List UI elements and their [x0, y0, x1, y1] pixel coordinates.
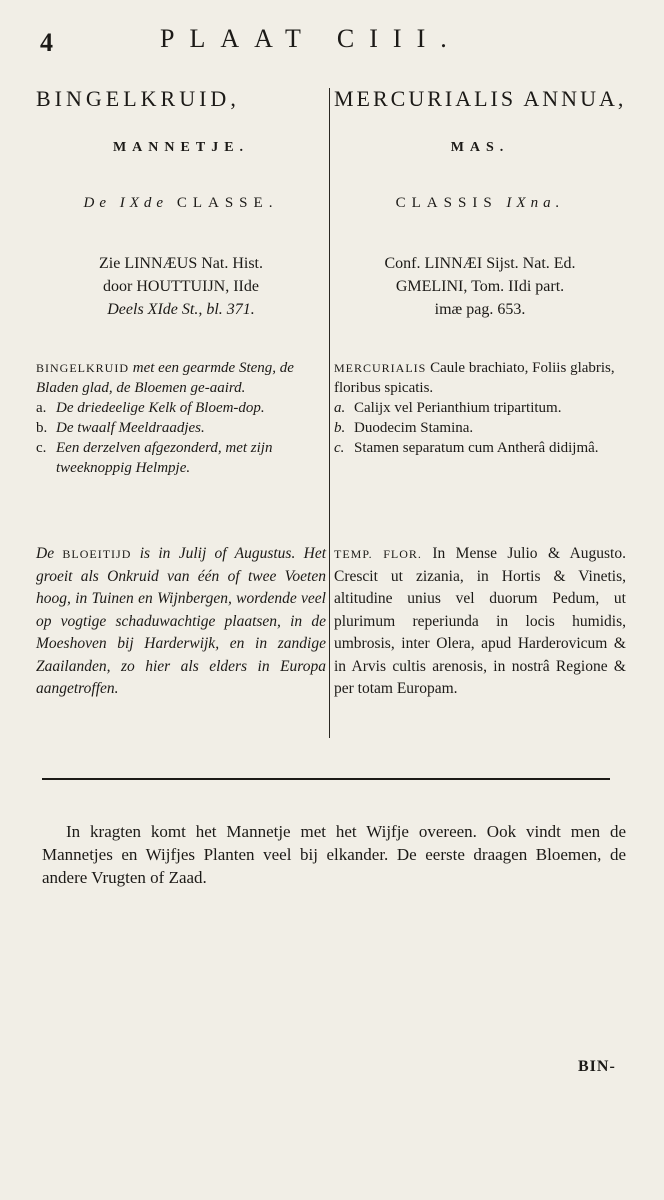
left-description-text: met een gearmde Steng, de Bladen glad, de Bloemen ge-aaird.	[36, 360, 294, 396]
left-reference-line: Deels XIde St., bl. 371.	[107, 301, 255, 318]
right-subheading: MAS.	[450, 140, 510, 155]
right-description	[334, 358, 626, 458]
right-description-text: Caule brachiato, Foliis glabris, floribus spicatis.	[334, 360, 615, 396]
page-number: 4	[40, 28, 53, 57]
item-text: Calijx vel Perianthium tripartitum.	[354, 400, 562, 416]
left-class-prefix: De IXde	[83, 195, 169, 211]
left-description-caps: BINGELKRUID	[36, 361, 129, 375]
left-heading: BINGELKRUID,	[36, 86, 240, 111]
plate-title: PLAAT CIII.	[160, 24, 462, 53]
item-key: a.	[36, 400, 47, 416]
left-reference-line: door HOUTTUIJN, IIde	[103, 278, 259, 295]
list-item	[36, 438, 326, 478]
right-reference-line: GMELINI, Tom. IIdi part.	[395, 278, 565, 295]
right-class-word: CLASSIS	[395, 195, 498, 211]
list-item	[334, 398, 626, 418]
left-class	[36, 195, 326, 212]
right-reference-line: imæ pag. 653.	[434, 301, 526, 318]
right-reference-line: Conf. LINNÆI Sijst. Nat. Ed.	[384, 255, 576, 272]
left-reference-line: Zie LINNÆUS Nat. Hist.	[99, 255, 263, 272]
left-flowering-paragraph	[36, 543, 326, 701]
item-key: c.	[36, 440, 47, 456]
item-key: c.	[334, 440, 345, 456]
item-text: De driedeelige Kelk of Bloem-dop.	[56, 400, 265, 416]
horizontal-rule	[42, 778, 610, 780]
left-flowering-prefix: De	[36, 545, 55, 562]
item-text: Duodecim Stamina.	[354, 420, 474, 436]
left-description	[36, 358, 326, 478]
right-flowering-caps: TEMP. FLOR.	[334, 547, 422, 561]
right-flowering-text: In Mense Julio & Augusto. Crescit ut zizania, in Hortis & Vinetis, altitudine unius vel duorum Pedum, ut plurimum reperiunda in locis humidis, umbrosis, inter Olera, apud Harderovicum & in Arvis cultis arenosis, in nostrâ Regione & per totam Europam.	[334, 545, 626, 697]
left-flowering-caps: BLOEITIJD	[62, 547, 132, 561]
item-text: Stamen separatum cum Antherâ didijmâ.	[354, 440, 599, 456]
left-class-word: CLASSE.	[176, 195, 279, 211]
left-flowering-text: is in Julij of Augustus. Het groeit als Onkruid van één of twee Voeten hoog, in Tuinen en Wijnbergen, wordende veel op vogtige schaduwachtige plaatsen, in de Moeshoven bij Harderwijk, en in zandige Zaailanden, zo hier als elders in Europa aangetroffen.	[36, 545, 327, 697]
catchword: BIN-	[578, 1058, 616, 1075]
item-text: De twaalf Meeldraadjes.	[56, 420, 205, 436]
item-key: a.	[334, 400, 346, 416]
item-key: b.	[334, 420, 346, 436]
right-heading: MERCURIALIS ANNUA,	[334, 86, 627, 111]
right-description-caps: MERCURIALIS	[334, 361, 427, 375]
left-reference	[36, 252, 326, 321]
right-flowering-paragraph	[334, 543, 626, 701]
list-item	[334, 418, 626, 438]
right-class-suffix: IXna.	[506, 195, 565, 211]
remark-paragraph: In kragten komt het Mannetje met het Wijfje overeen. Ook vindt men de Mannetjes en Wijfjes Planten veel bij elkander. De eerste draagen Bloemen, de andere Vrugten of Zaad.	[42, 822, 626, 887]
column-divider	[329, 88, 330, 738]
item-key: b.	[36, 420, 48, 436]
list-item	[36, 418, 326, 438]
right-class	[334, 195, 626, 212]
item-text: Een derzelven afgezonderd, met zijn tweeknoppig Helmpje.	[56, 440, 273, 476]
right-reference	[334, 252, 626, 321]
left-subheading: MANNETJE.	[112, 140, 250, 155]
list-item	[334, 438, 626, 458]
list-item	[36, 398, 326, 418]
